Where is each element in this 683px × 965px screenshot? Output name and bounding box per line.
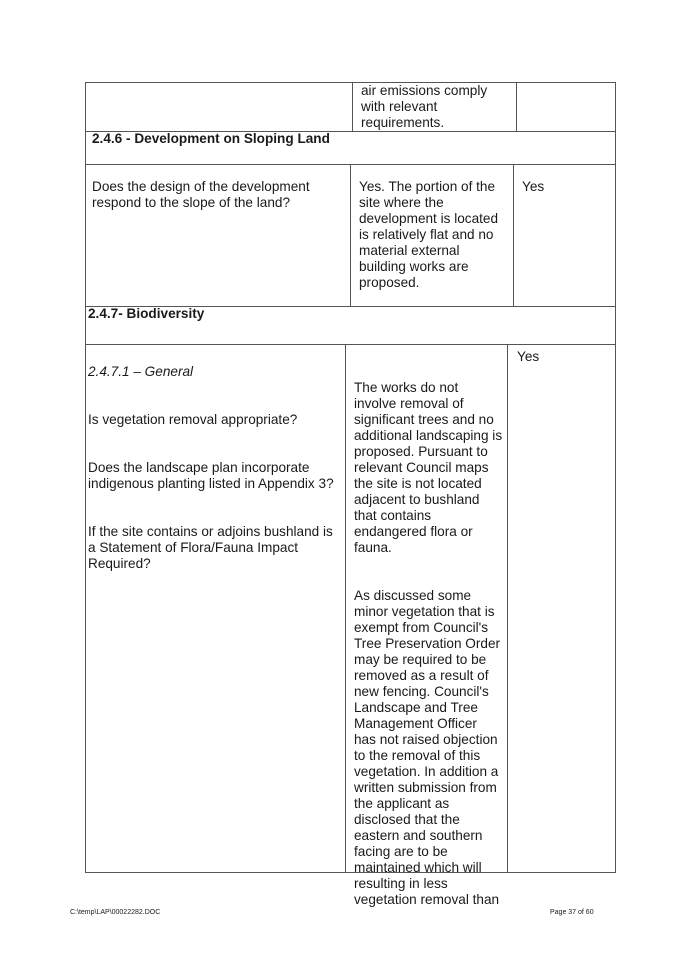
response-column-2-4-7-1 <box>354 364 506 940</box>
question-vegetation-removal: Is vegetation removal appropriate? <box>88 412 298 427</box>
response-2-4-6: Yes. The portion of the site where the development is located is relatively flat and no material external building works are proposed. <box>359 179 499 290</box>
question-flora-fauna: If the site contains or adjoins bushland is a Statement of Flora/Fauna Impact Required? <box>88 524 333 571</box>
rule <box>350 164 351 306</box>
rule <box>615 306 616 344</box>
rule <box>516 82 517 131</box>
response-paragraph: The works do not involve removal of significant trees and no additional landscaping is proposed. Pursuant to relevant Council maps the site is not located adjacent to bushland that contains endangered flora or fauna. <box>354 380 503 555</box>
question-landscape-plan: Does the landscape plan incorporate indigenous planting listed in Appendix 3? <box>88 460 334 491</box>
rule <box>85 164 86 306</box>
rule <box>507 344 508 872</box>
compliance-2-4-7-1: Yes <box>517 349 540 364</box>
footer-page-number: Page 37 of 60 <box>550 909 594 916</box>
section-heading-2-4-7: 2.4.7- Biodiversity <box>88 306 205 321</box>
continued-response: air emissions comply with relevant requirements. <box>361 83 488 130</box>
rule <box>615 82 616 131</box>
rule <box>85 82 616 83</box>
rule <box>513 164 514 306</box>
rule <box>85 306 86 344</box>
response-paragraph: As discussed some minor vegetation that is exempt from Council's Tree Preservation Order may be required to be removed as a result of new fencing. Council's Landscape and Tree Management Officer has not raised objection to the removal of this vegetation. In addition a written submission from the applicant as disclosed that the eastern and southern facing are to be maintained which will resulting in less vegetation removal than <box>354 588 501 907</box>
compliance-2-4-6: Yes <box>522 179 545 194</box>
rule <box>615 164 616 306</box>
subheading-2-4-7-1: 2.4.7.1 – General <box>88 364 194 379</box>
rule <box>85 344 616 345</box>
rule <box>615 131 616 164</box>
question-column-2-4-7-1 <box>88 348 342 604</box>
footer-file-path: C:\temp\LAP\00022282.DOC <box>70 909 161 916</box>
rule <box>615 344 616 872</box>
question-2-4-6: Does the design of the development respond to the slope of the land? <box>92 179 310 210</box>
rule <box>85 344 86 872</box>
rule <box>345 344 346 872</box>
rule <box>85 82 86 131</box>
rule <box>85 872 616 873</box>
rule <box>352 82 353 131</box>
section-heading-2-4-6: 2.4.6 - Development on Sloping Land <box>92 131 330 146</box>
rule <box>85 131 86 164</box>
